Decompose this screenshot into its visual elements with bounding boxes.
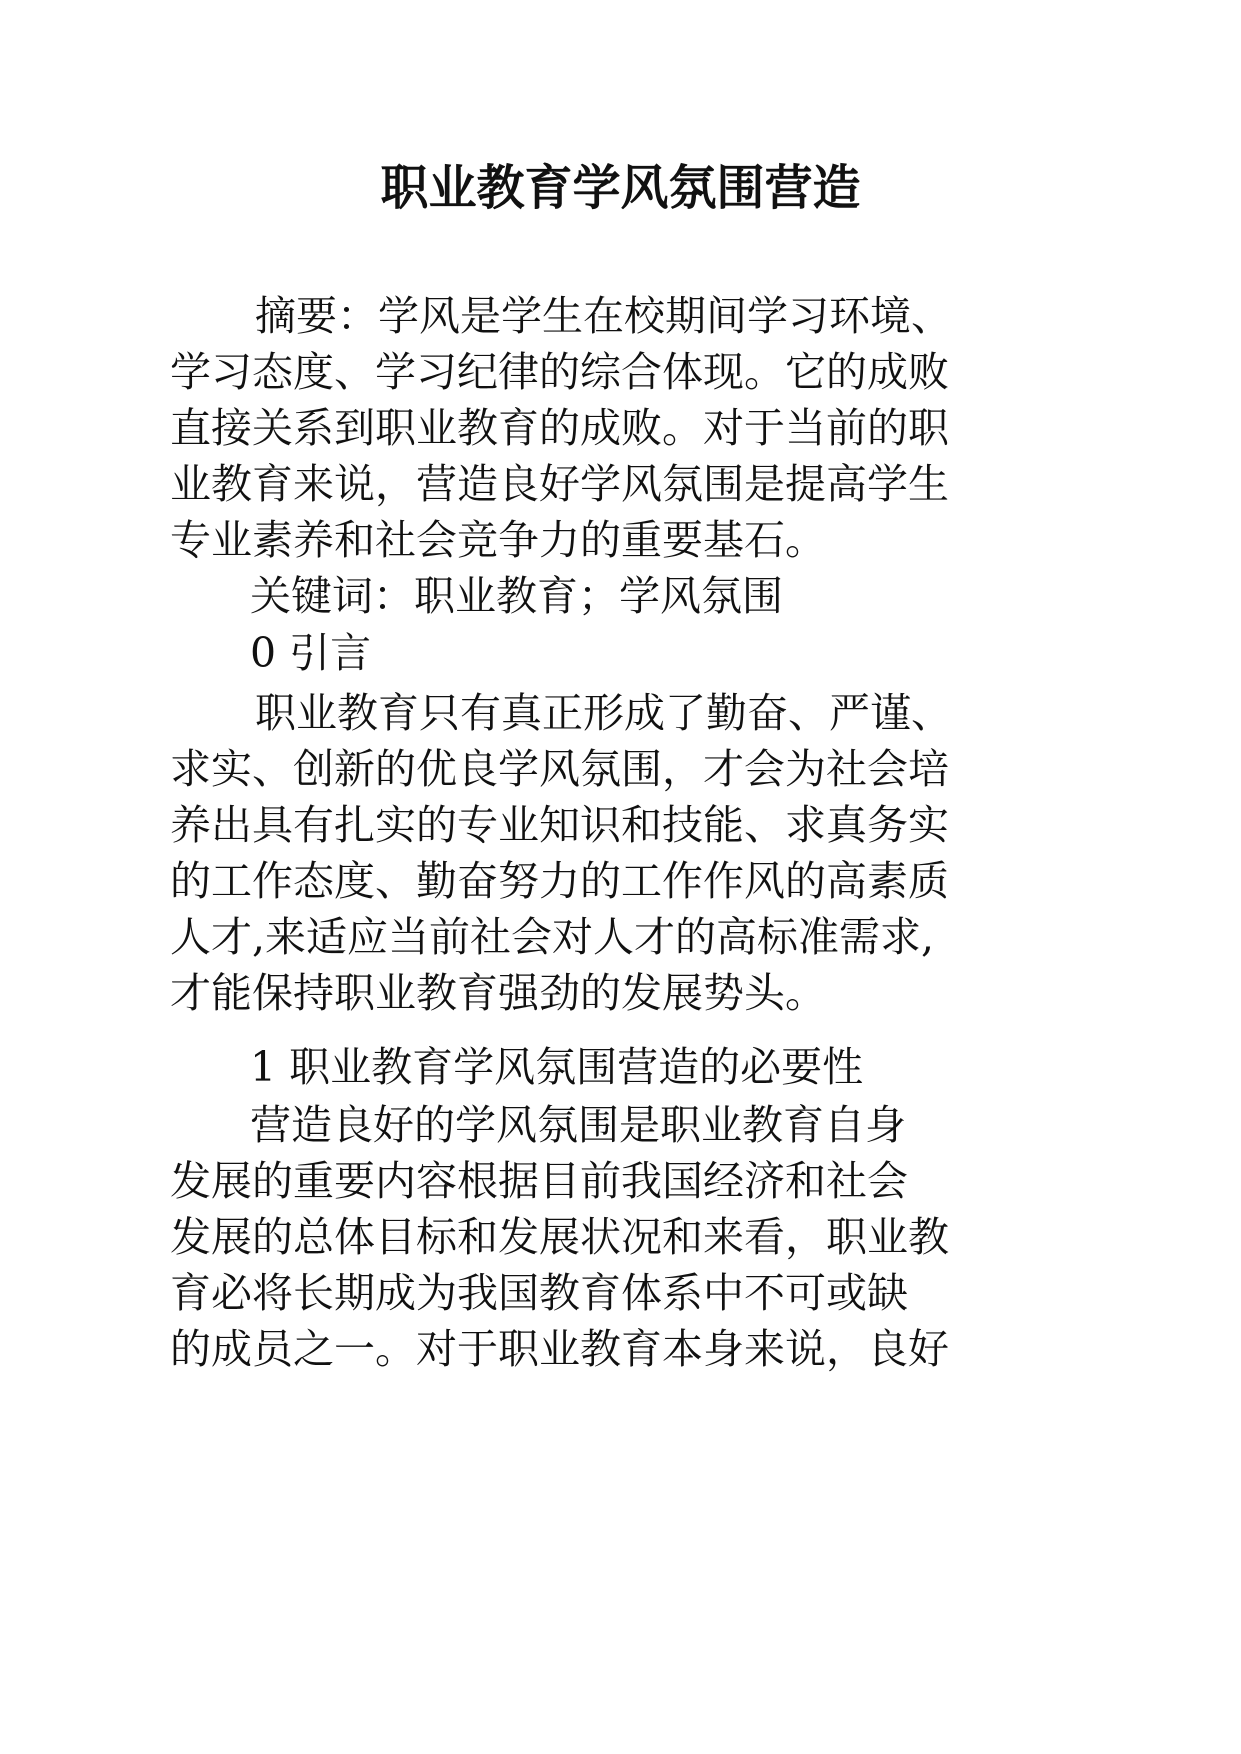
text-line: 养出具有扎实的专业知识和技能、求真务实 <box>170 801 949 849</box>
section-heading-text: 1 职业教育学风氛围营造的必要性 <box>250 1043 864 1091</box>
text-line: 摘要：学风是学生在校期间学习环境、 <box>255 292 952 340</box>
text-line: 的成员之一。对于职业教育本身来说，良好 <box>170 1325 949 1373</box>
text-line: 发展的重要内容根据目前我国经济和社会 <box>170 1157 908 1205</box>
text-line: 育必将长期成为我国教育体系中不可或缺 <box>170 1269 908 1317</box>
text-line: 发展的总体目标和发展状况和来看，职业教 <box>170 1213 949 1261</box>
text-line: 专业素养和社会竞争力的重要基石。 <box>170 516 826 564</box>
text-line: 人才,来适应当前社会对人才的高标准需求, <box>170 913 935 961</box>
section-heading-text: 0 引言 <box>250 629 372 677</box>
text-line: 营造良好的学风氛围是职业教育自身 <box>250 1101 906 1149</box>
text-line: 业教育来说，营造良好学风氛围是提高学生 <box>170 460 949 508</box>
text-line: 求实、创新的优良学风氛围，才会为社会培 <box>170 745 949 793</box>
text-line: 职业教育只有真正形成了勤奋、严谨、 <box>255 689 952 737</box>
text-line: 才能保持职业教育强劲的发展势头。 <box>170 969 826 1017</box>
text-line: 直接关系到职业教育的成败。对于当前的职 <box>170 404 949 452</box>
keywords-text: 关键词：职业教育；学风氛围 <box>250 572 783 620</box>
text-line: 学习态度、学习纪律的综合体现。它的成败 <box>170 348 949 396</box>
document-title: 职业教育学风氛围营造 <box>380 160 861 216</box>
text-line: 的工作态度、勤奋努力的工作作风的高素质 <box>170 857 949 905</box>
